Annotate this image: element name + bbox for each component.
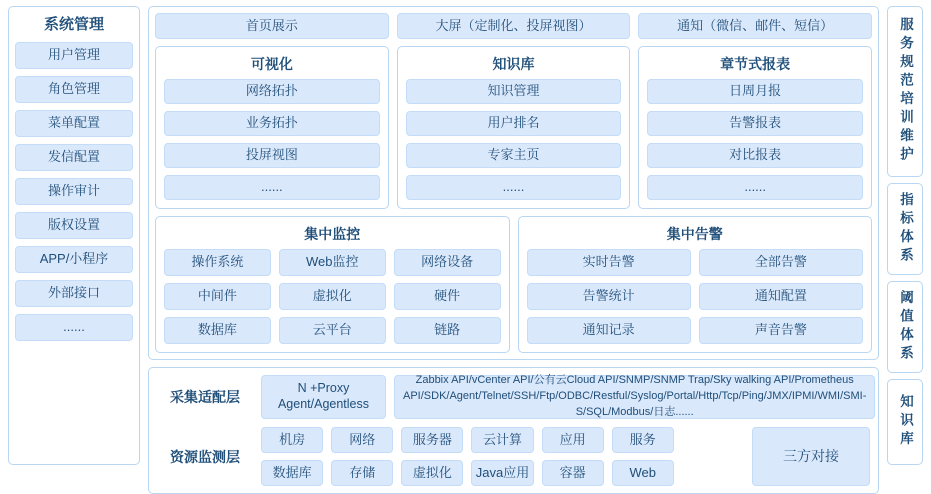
panel-central-monitoring-title: 集中监控 [304, 226, 361, 242]
third-party-integration-box[interactable]: 三方对接 [752, 427, 870, 486]
item-database[interactable]: 数据库 [164, 317, 271, 344]
item-service[interactable]: 服务 [612, 427, 674, 453]
item-java-application[interactable]: Java应用 [471, 460, 533, 486]
item-link[interactable]: 链路 [394, 317, 501, 344]
item-knowledge-more[interactable]: ...... [406, 175, 622, 200]
panel-central-alarm-items [527, 249, 864, 344]
panel-visualization-title: 可视化 [250, 56, 293, 72]
agent-proxy-line1: N +Proxy [297, 381, 350, 396]
item-notification-config[interactable]: 通知配置 [699, 283, 863, 310]
panel-chapter-report [638, 46, 872, 209]
item-sound-alarm[interactable]: 声音告警 [699, 317, 863, 344]
right-item-knowledge-base: 知识库 [887, 379, 923, 465]
item-network[interactable]: 网络 [331, 427, 393, 453]
item-comparison-report[interactable]: 对比报表 [647, 143, 863, 168]
sidebar-item-app-miniprogram[interactable]: APP/小程序 [15, 246, 133, 273]
agent-proxy-box [261, 375, 386, 419]
feature-column-row [155, 46, 872, 209]
item-data-center[interactable]: 机房 [261, 427, 323, 453]
panel-knowledge-base-items [406, 79, 622, 200]
sidebar-item-role-management[interactable]: 角色管理 [15, 76, 133, 103]
system-management-sidebar [8, 6, 140, 465]
item-screen-view[interactable]: 投屏视图 [164, 143, 380, 168]
panel-chapter-report-title: 章节式报表 [720, 56, 791, 72]
item-user-ranking[interactable]: 用户排名 [406, 111, 622, 136]
item-cloud-platform[interactable]: 云平台 [279, 317, 386, 344]
item-knowledge-management[interactable]: 知识管理 [406, 79, 622, 104]
sidebar-item-operation-audit[interactable]: 操作审计 [15, 178, 133, 205]
collection-adapter-row [157, 375, 870, 419]
item-web[interactable]: Web [612, 460, 674, 486]
resource-grid [261, 427, 870, 486]
sidebar-item-mail-config[interactable]: 发信配置 [15, 144, 133, 171]
sidebar-item-external-interface[interactable]: 外部接口 [15, 280, 133, 307]
item-alarm-statistics[interactable]: 告警统计 [527, 283, 691, 310]
item-hardware[interactable]: 硬件 [394, 283, 501, 310]
panel-central-alarm-title: 集中告警 [666, 226, 723, 242]
panel-knowledge-base [397, 46, 631, 209]
panel-central-monitoring-items [164, 249, 501, 344]
item-storage[interactable]: 存储 [331, 460, 393, 486]
item-network-topology[interactable]: 网络拓扑 [164, 79, 380, 104]
item-application[interactable]: 应用 [542, 427, 604, 453]
resource-monitoring-label: 资源监测层 [170, 448, 240, 465]
item-realtime-alarm[interactable]: 实时告警 [527, 249, 691, 276]
panel-central-alarm [518, 216, 873, 353]
sidebar-item-menu-config[interactable]: 菜单配置 [15, 110, 133, 137]
resource-item-grid [261, 427, 744, 486]
item-alarm-report[interactable]: 告警报表 [647, 111, 863, 136]
sidebar-item-more[interactable]: ...... [15, 314, 133, 341]
item-resource-database[interactable]: 数据库 [261, 460, 323, 486]
main-content [148, 6, 879, 480]
collection-resource-block [148, 367, 879, 494]
sidebar-item-copyright-settings[interactable]: 版权设置 [15, 212, 133, 239]
item-report-more[interactable]: ...... [647, 175, 863, 200]
top-tab-row [155, 13, 872, 39]
right-sidebar [887, 6, 923, 465]
item-network-device[interactable]: 网络设备 [394, 249, 501, 276]
item-visualization-more[interactable]: ...... [164, 175, 380, 200]
tab-home-display[interactable]: 首页展示 [155, 13, 389, 39]
sidebar-item-user-management[interactable]: 用户管理 [15, 42, 133, 69]
sidebar-item-list [9, 42, 139, 341]
item-web-monitoring[interactable]: Web监控 [279, 249, 386, 276]
agent-proxy-line2: Agent/Agentless [277, 397, 370, 411]
item-all-alarm[interactable]: 全部告警 [699, 249, 863, 276]
item-resource-virtualization[interactable]: 虚拟化 [401, 460, 463, 486]
protocol-line3: S/SQL/Modbus/日志...... [575, 405, 694, 418]
sidebar-title: 系统管理 [43, 16, 104, 33]
panel-chapter-report-items [647, 79, 863, 200]
item-container[interactable]: 容器 [542, 460, 604, 486]
item-server[interactable]: 服务器 [401, 427, 463, 453]
panel-visualization-items [164, 79, 380, 200]
panel-central-monitoring [155, 216, 510, 353]
protocol-line2: API/SDK/Agent/Telnet/SSH/Ftp/ODBC/Restful/Syslog/Portal/Http/Tcp/Ping/JMX/IPMI/WMI/SMI- [403, 390, 867, 403]
protocol-line1: Zabbix API/vCenter API/公有云Cloud API/SNMP/SNMP Trap/Sky walking API/Prometheus [415, 374, 854, 387]
item-cloud-computing[interactable]: 云计算 [471, 427, 533, 453]
item-middleware[interactable]: 中间件 [164, 283, 271, 310]
item-business-topology[interactable]: 业务拓扑 [164, 111, 380, 136]
panel-visualization [155, 46, 389, 209]
item-operating-system[interactable]: 操作系统 [164, 249, 271, 276]
panel-knowledge-base-title: 知识库 [492, 56, 535, 72]
resource-monitoring-row [157, 427, 870, 486]
item-daily-weekly-monthly-report[interactable]: 日周月报 [647, 79, 863, 104]
right-item-metric-system: 指标体系 [887, 183, 923, 275]
right-item-service-standard: 服务规范培训维护 [887, 6, 923, 177]
item-expert-homepage[interactable]: 专家主页 [406, 143, 622, 168]
protocol-list-box [394, 375, 875, 419]
monitor-alarm-row [155, 216, 872, 353]
right-item-threshold-system: 阈值体系 [887, 281, 923, 373]
tab-notification[interactable]: 通知（微信、邮件、短信） [638, 13, 872, 39]
tab-big-screen[interactable]: 大屏（定制化、投屏视图） [397, 13, 631, 39]
application-layer-block [148, 6, 879, 360]
item-notification-record[interactable]: 通知记录 [527, 317, 691, 344]
item-virtualization[interactable]: 虚拟化 [279, 283, 386, 310]
collection-adapter-label: 采集适配层 [170, 389, 240, 405]
